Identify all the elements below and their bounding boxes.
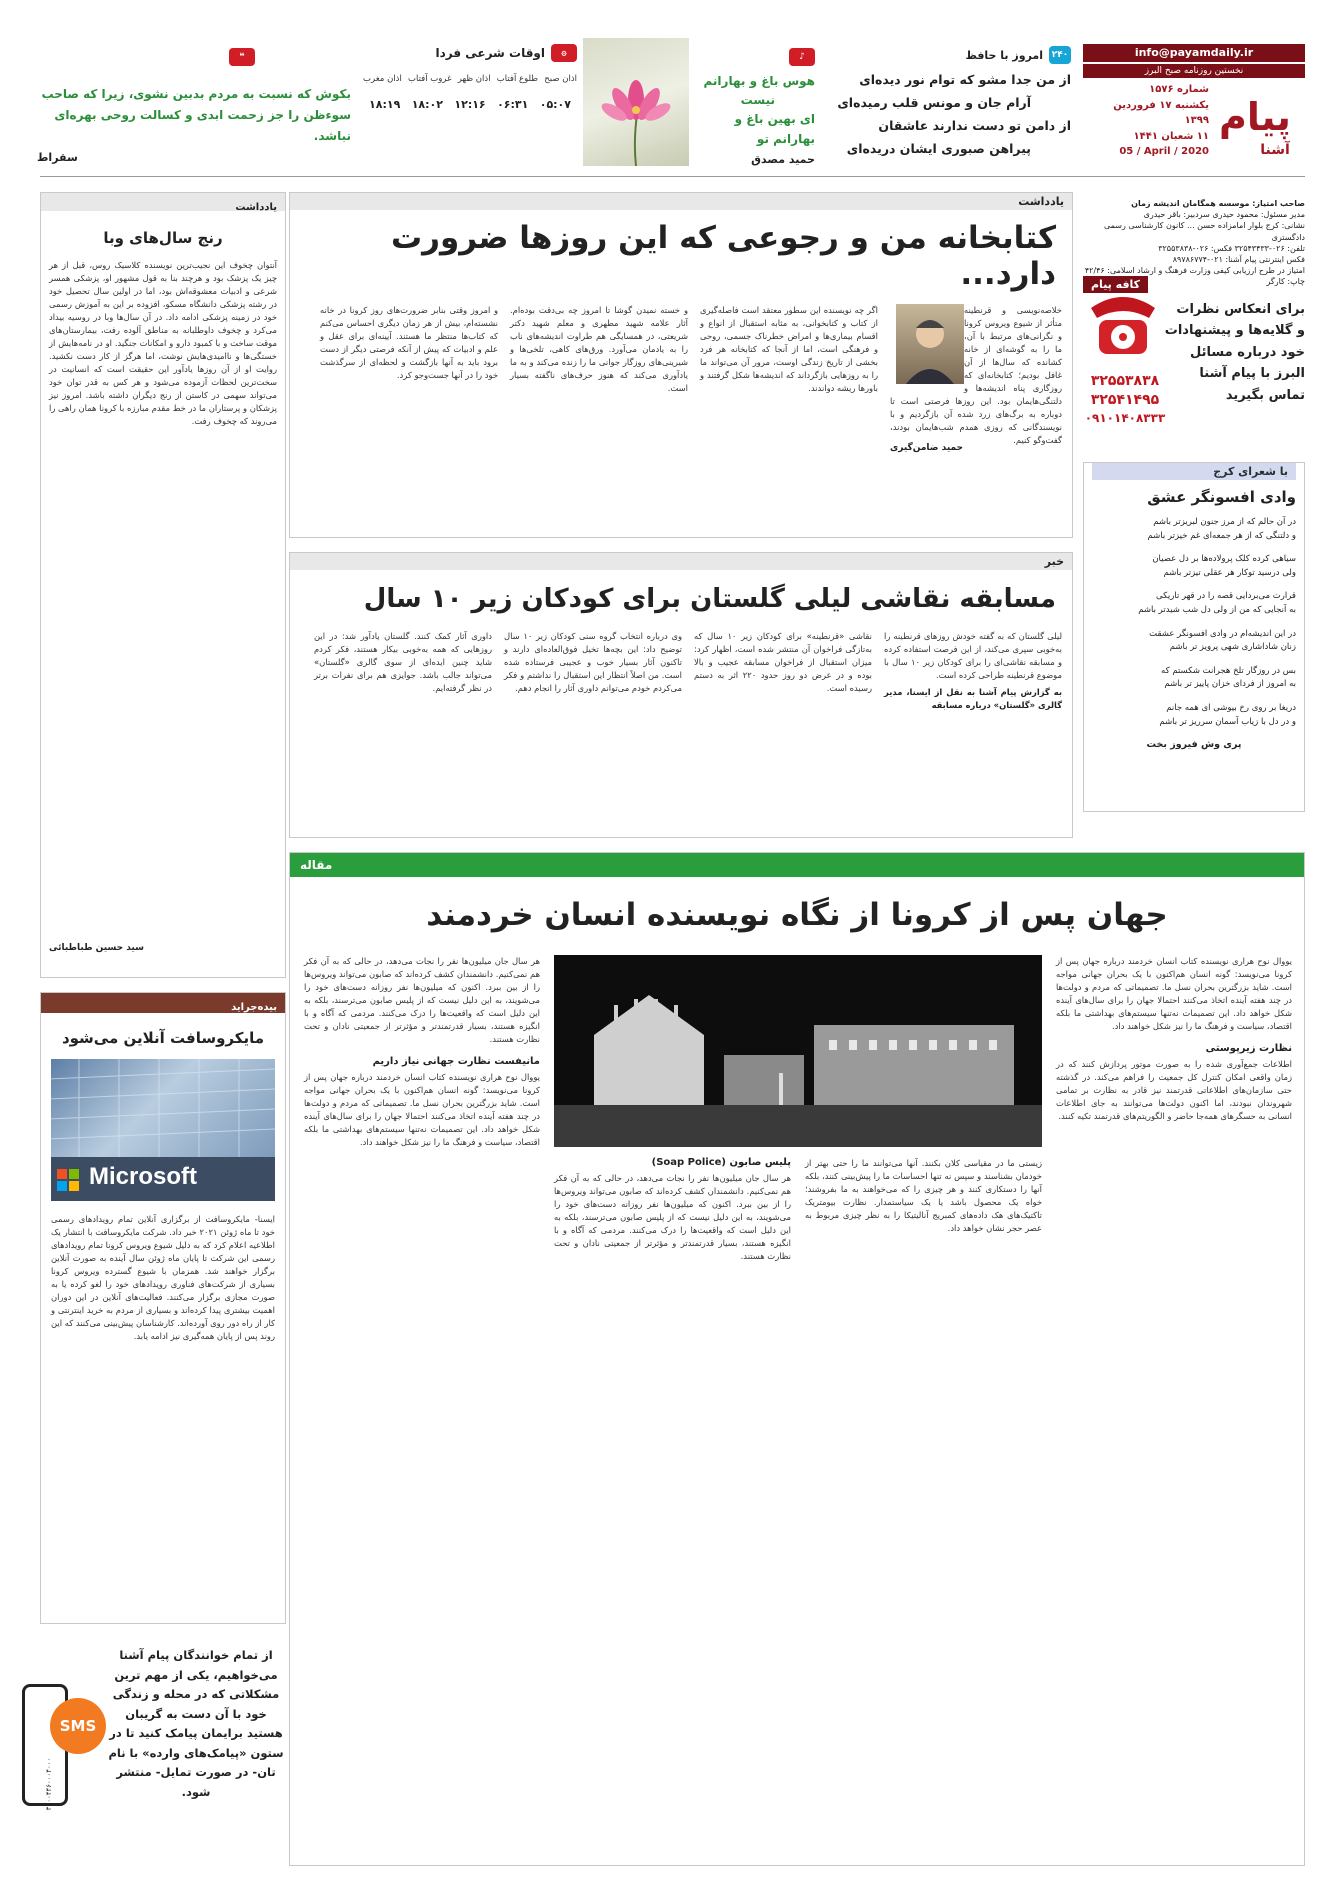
cafe-phone[interactable]: ۳۲۵۵۳۸۳۸: [1090, 373, 1160, 389]
hafez-box: [827, 44, 1075, 168]
couplet: در آن حالم که از مرز جنون لبریزتر باشم و دلتنگی که از هر جمعه‌ای غم خیزتر باشم: [1147, 517, 1296, 541]
hafez-badge: ۲۴۰: [1049, 46, 1071, 64]
credit-line: چاپ: کارگر: [1266, 277, 1305, 287]
article-tag: مقاله: [300, 858, 333, 872]
city-night-photo: [554, 955, 1042, 1147]
poem-line: نیست: [740, 93, 775, 108]
prayer-value: ۰۵:۰۷: [539, 98, 571, 111]
sidebar-note-title: رنج سال‌های وبا: [103, 229, 223, 247]
sidebar-note-tagbar: [41, 193, 285, 211]
credit-line: امتیاز در طرح ارزیابی کیفی وزارت فرهنگ و ارشاد اسلامی: ۴۲/۴۶: [1084, 266, 1305, 276]
poem-author: حمید مصدق: [751, 152, 815, 166]
prayer-header: اذان صبح: [544, 74, 577, 84]
microsoft-photo: [51, 1059, 275, 1201]
editorial-author: حمید ضامن‌گیری: [890, 443, 964, 454]
date-hijri: ۱۱ شعبان ۱۴۴۱: [1133, 130, 1209, 142]
quote-text-wrap: [37, 84, 351, 164]
editorial-column: اگر چه نویسنده این سطور معتقد است فاصله‌گیری از کتاب و کتابخوانی، به مثابه استقبال از انواع و اقسام بیماری‌ها و امراض خطرناک جسمی، روحی و فرهنگی است، اما از آنجا که کتابخانه هر فرد بخشی از تاریخ زندگی اوست، مرور آن می‌تواند ما را به روزهایی بازگرداند که اندیشه‌ها شکل گرفتند و باورها ریشه دواندند.: [700, 305, 878, 394]
date-gregorian: 05 / April / 2020: [1119, 146, 1209, 157]
poem-line: ای بهین باغ و بهارانم تو: [734, 112, 815, 146]
microsoft-text: ایسنا- مایکروسافت از برگزاری آنلاین تمام رویدادهای رسمی خود تا ماه ژوئن ۲۰۲۱ خبر داد. شرکت مایکروسافت با انتشار یک اطلاعیه اعلام کرد که به دلیل شیوع ویروس کرونا تمام رویدادهای رسمی این شرکت تا پایان ماه ژوئن سال آینده به صورت آنلاین برگزار خواهند شد. همزمان با شیوع گسترده ویروس کرونا بسیاری از شرکت‌های فناوری رویدادهای خود را لغو کرده یا به صورت مجازی برگزار می‌کنند. فعالیت‌های آنلاین در این دوران اهمیت بیشتری پیدا کرده‌اند و بسیاری از مردم به خرید اینترنتی و کار از راه دور روی آورده‌اند. کارشناسان پیش‌بینی می‌کنند که این روند پس از پایان همه‌گیری نیز ادامه یابد.: [51, 1214, 275, 1342]
cafe-phone[interactable]: ۳۲۵۴۱۴۹۵: [1090, 391, 1160, 408]
masthead-credits: [1083, 198, 1305, 288]
payam-logo-icon: [1209, 82, 1301, 162]
svg-text:آشنا: آشنا: [1260, 142, 1290, 158]
article-subhead: نظارت زیرپوستی: [1205, 1043, 1292, 1055]
sidebar-note: [40, 192, 286, 978]
article-column: زیستی ما در مقیاسی کلان بکنند. آنها می‌توانند ما را حتی بهتر از خودمان بشناسند و سپس نه تنها احساسات ما را پیش‌بینی کنند، بلکه آنها را دستکاری کنند و هر چیزی را که می‌خواهند به ما بفروشند؛ خواه یک محصول باشد یا یک سیاستمدار. نظارت بیومتریک تاکتیک‌های هک داده‌های کمبریج آنالیتیکا را به نظر چیزی مربوط به عصر حجر نشان خواهد داد.: [805, 1158, 1042, 1234]
microsoft-tagbar: [41, 993, 285, 1013]
article-column: هر سال جان میلیون‌ها نفر را نجات می‌دهد، در حالی که به آن فکر هم نمی‌کنیم. دانشمندان کشف کرده‌اند که صابون می‌تواند ویروس‌ها را از بین ببرد. اکنون که میلیون‌ها نفر روزانه دست‌های خود را می‌شویند، به این دلیل نیست که از پلیس صابون می‌ترسند، بلکه به این دلیل است که واقعیت‌ها را درک می‌کنند. مردمی که آگاه و با انگیزه هستند، بسیار قدرتمندتر و مؤثرتر از جمعیتی نادان و تحت نظارت هستند.: [304, 956, 540, 1045]
editorial-tag: یادداشت: [290, 193, 1072, 210]
cafe-line: و گلایه‌ها و پیشنهادات: [1164, 323, 1305, 339]
credit-line: صاحب امتیاز: موسسه همگامان اندیشه زمان: [1131, 199, 1305, 208]
cafe-phone[interactable]: ۰۹۱۰۱۴۰۸۳۳۳: [1084, 410, 1166, 425]
author-portrait-icon: [896, 304, 964, 384]
microsoft-tag: بیده‌جراید: [231, 1002, 277, 1013]
prayer-header: اذان مغرب: [363, 74, 402, 84]
credit-line: فکس اینترنتی پیام آشنا: ۰۲۱-۸۹۷۸۶۷۷۴: [1172, 254, 1305, 264]
masthead: [1083, 44, 1305, 192]
prayer-header: غروب آفتاب: [408, 74, 452, 84]
article-column-cont: اطلاعات جمع‌آوری شده را به صورت موتور پردازش کنند که در زمان واقعی امکان کنترل کل جمعیت را فراهم می‌کند. در گذشته حتی سازمان‌های اطلاعاتی قدرتمند نیز قادر به نظارت بر تمامی شهروندان نبودند، اما اکنون دولت‌ها می‌توانند به جای اطلاعات انسانی به حسگرهای همه‌جا حاضر و الگوریتم‌های قدرتمند تکیه کنند.: [1056, 1059, 1292, 1122]
sms-number[interactable]: ۳۰۰۰۴۴۶۰۰۰۴۰۰۰: [45, 1757, 53, 1811]
karaj-poems: [1083, 462, 1305, 812]
quote-text: بکوش که نسبت به مردم بدبین نشوی، زیرا که صاحب سوءظن را جز زحمت ابدی و کسالت روحی بهره‌ای نباشد.: [41, 87, 351, 143]
hafez-title: امروز با حافظ: [965, 48, 1043, 62]
prayer-value: ۱۸:۰۲: [411, 98, 443, 111]
prayer-times: [363, 44, 577, 168]
date-persian: یکشنبه ۱۷ فروردین ۱۳۹۹: [1113, 99, 1209, 126]
author-photo: [896, 304, 964, 384]
hafez-line: از دامن تو دست ندارند عاشقان: [878, 118, 1071, 134]
microsoft-logo-text: Microsoft: [89, 1163, 197, 1190]
masthead-logo: [1209, 82, 1301, 162]
cafe-phones: [1080, 372, 1170, 426]
article-column: یووال نوح هراری نویسنده کتاب انسان خردمند درباره جهان پس از کرونا می‌نویسد: گونه انسان هم‌اکنون با یک بحران جهانی مواجه است. شاید بزرگترین بحران نسل ما. تصمیماتی که مردم و دولت‌ها در چند هفته آینده اتخاذ می‌کنند احتمالا جهان را برای سال‌های آینده شکل خواهد داد. این تصمیمات نه‌تنها سیستم‌های بهداشتی ما بلکه اقتصاد، سیاست و فرهنگ ما را نیز شکل خواهند داد.: [1056, 956, 1292, 1032]
editorial-column: خلاصه‌نویسی و قرنطینه متأثر از شیوع ویروس کرونا و نگرانی‌های مرتبط با آن، ما را به گوشه‌ای از خانه کشانده که سال‌ها از آن غافل بودیم؛ کتابخانه‌ای که روزگاری پناه اندیشه‌ها و دلتنگی‌هایمان بود. این روزها فرصتی است تا دوباره به برگ‌های زرد شده آن بازگردیم و با نویسندگانی که روزی همدم شب‌هایمان بودند، گفت‌وگو کنیم.: [890, 305, 1062, 446]
news-column: وی درباره انتخاب گروه سنی کودکان زیر ۱۰ سال توضیح داد: این بچه‌ها تخیل فوق‌العاده‌ای دارند و تاکنون آثار بسیار خوب و عجیبی فرستاده شده است. من اصلاً انتظار این استقبال را نداشتم و فکر می‌کردم خودم می‌توانم داوری آثار را انجام دهم.: [504, 631, 682, 694]
prayer-value: ۰۶:۳۱: [497, 98, 529, 111]
news-tag: خبر: [290, 553, 1072, 570]
news-lead: به گزارش پیام آشنا به نقل از ایسنا، مدیر گالری «گلستان» درباره مسابقه: [884, 687, 1062, 711]
lotus-flower-icon: [583, 38, 689, 166]
telephone-icon: [1085, 290, 1161, 358]
microsoft-title: مایکروسافت آنلاین می‌شود: [61, 1029, 265, 1047]
article-box: [289, 852, 1305, 1866]
couplet: دریغا بر روی رخ بیوشی ای همه جانم و در دل با زیاب آسمان سرریز تر باشم: [1159, 702, 1296, 727]
prayer-value: ۱۸:۱۹: [369, 98, 401, 111]
poem-box: [695, 44, 815, 168]
milan-cathedral-icon: [554, 955, 1042, 1147]
cafe-line: تماس بگیرید: [1225, 387, 1305, 403]
header-divider: [40, 176, 1305, 177]
prayer-badge-icon: ۞: [551, 44, 577, 62]
article-tag-bar: [290, 853, 1304, 877]
hafez-line: از من جدا مشو که توام نور دیده‌ای: [859, 72, 1071, 87]
poem-line: هوس باغ و بهارانم: [703, 74, 815, 88]
news-column: نقاشی «قرنطینه» برای کودکان زیر ۱۰ سال که به‌تازگی فراخوان آن منتشر شده است، اظهار کرد: میزان استقبال از فراخوان مسابقه عجیب و بالا بوده و در عرض دو روز حدود ۲۲۰ اثر به دستم رسیده است.: [694, 631, 872, 694]
sidebar-note-text: آنتوان چخوف این نجیب‌ترین نویسنده کلاسیک روس، قبل از هر چیز یک پزشک بود و هرچند بنا به قول مشهور او، پزشکی همسر شرعی و ادبیات معشوقه‌اش بود، اما در اولین سال تحصیل خود در رشته پزشکی دانشگاه مسکو، افزوده بر این به آموزش رسمی خود در زمینه پزشکی ادامه داد. در آن سال‌ها وبا در روسیه بیداد می‌کرد و چخوف داوطلبانه به مناطق آلوده رفت، بیمارستان‌های موقت ساخت و با کمبود دارو و امکانات جنگید. او در نامه‌هایش از خستگی‌ها و ناامیدی‌هایش نوشت، اما هرگز از کار دست نکشید. روایت او از آن روزها یادآور این حقیقت است که انسانیت در سخت‌ترین لحظات آزموده می‌شود و هر کس به قدر توان خود می‌تواند سهمی در کاستن از رنج دیگران داشته باشد. امروز نیز پزشکان و پرستاران ما در خط مقدم مبارزه با کرونا همان راهی را می‌روند که چخوف رفت.: [49, 260, 277, 427]
sidebar-note-author: سید حسین طباطبائی: [49, 943, 144, 953]
news-title: مسابقه نقاشی لیلی گلستان برای کودکان زیر ۱۰ سال: [363, 584, 1056, 614]
editorial-column: و خسته نمیدن گوشا تا امروز چه بی‌دقت بوده‌ام. آثار علامه شهید مطهری و معلم شهید دکتر شریعتی، در همسایگی هم طراوت اندیشه‌های ناب را به یادمان می‌آورد. ورق‌های کاهی، تلخی‌ها و شیرینی‌های روزگار جوانی ما را زنده می‌کند و به ما یادآوری می‌کند که هنوز حرف‌های ناگفته بسیار است.: [510, 305, 688, 394]
prayer-title: اوقات شرعی فردا: [435, 46, 545, 60]
credit-line: نشانی: کرج بلوار امامزاده حسن ... کانون کارشناسی رسمی دادگستری: [1103, 221, 1305, 242]
couplet: سیاهی کرده کلک پرولاده‌ها بر دل عصیان ولی درسید توکار هر عقلی تیزتر باشم: [1152, 554, 1296, 578]
sms-block: [22, 1640, 286, 1866]
karaj-author: پری وش فیروز بخت: [1146, 739, 1242, 751]
karaj-title: وادی افسونگر عشق: [1147, 488, 1296, 506]
editorial-title: کتابخانه من و رجوعی که این روزها ضرورت دارد...: [390, 220, 1056, 292]
article-subhead: پلیس صابون (Soap Police): [651, 1157, 791, 1168]
poem-badge-icon: ♪: [789, 48, 815, 66]
cafe-line: برای انعکاس نظرات: [1176, 302, 1305, 317]
sidebar-note-tag: یادداشت: [235, 202, 277, 213]
karaj-tab: با شعرای کرج: [1092, 463, 1296, 480]
article-subhead: مانیفست نظارت جهانی نیاز داریم: [372, 1056, 540, 1068]
hafez-line: آرام جان و مونس قلب رمیده‌ای: [837, 95, 1031, 111]
credit-line: مدیر مسئول: محمود حیدری سردبیر: باقر حیدری: [1143, 210, 1305, 220]
masthead-tagline: نخستین روزنامه صبح البرز: [1083, 64, 1305, 78]
sms-badge: SMS: [50, 1698, 106, 1754]
editorial-column: و امروز وقتی بنابر ضرورت‌های روز کرونا در خانه نشسته‌ام، بیش از هر زمان دیگری احساس می‌کنم که کتاب‌ها منتظر ما هستند. آیینه‌ای برای عقل و علم و ادبیات که پیش از آنکه فرصتی دیگر از دست برود باید به آنها بازگشت و لحظه‌ای از سرگذشت خود را در آنها جست‌وجو کرد.: [320, 305, 498, 381]
prayer-header: طلوع آفتاب: [496, 74, 539, 84]
article-column-cont: یووال نوح هراری نویسنده کتاب انسان خردمند درباره جهان پس از کرونا می‌نویسد: گونه انسان هم‌اکنون با یک بحران جهانی مواجه است. شاید بزرگترین بحران نسل ما. تصمیماتی که مردم و دولت‌ها در چند هفته آینده اتخاذ می‌کنند احتمالا جهان را برای سال‌های آینده شکل خواهد داد. این تصمیمات نه‌تنها سیستم‌های بهداشتی ما بلکه اقتصاد، سیاست و فرهنگ ما را نیز شکل خواهند داد.: [304, 1072, 540, 1148]
news-box: [289, 552, 1073, 838]
microsoft-box: [40, 992, 286, 1624]
prayer-value: ۱۲:۱۶: [454, 98, 486, 111]
news-column: لیلی گلستان که به گفته خودش روزهای قرنطینه را به‌خوبی سپری می‌کند، از این فرصت استفاده کرده و مسابقه نقاشی‌ای را برای کودکان زیر ۱۰ سال با موضوع قرنطینه طراحی کرده است.: [884, 631, 1062, 681]
credit-line: تلفن: ۰۲۶-۳۲۵۴۳۴۳۳ فکس: ۰۲۶-۳۲۵۵۳۸۳۸: [1158, 243, 1305, 253]
svg-text:پیام: پیام: [1219, 95, 1291, 139]
hafez-line: پیراهن صبوری ایشان دریده‌ای: [846, 141, 1031, 157]
quote-author: سقراط: [37, 151, 78, 164]
couplet: بس در روزگار تلخ هجرانت شکستم که به امروز از فردای خزان پاییز تر باشم: [1161, 665, 1296, 690]
sms-text: از تمام خوانندگان پیام آشنا می‌خواهیم، یکی از مهم ترین مشکلاتی که در محله و زندگی خود با آن دست به گریبان هستید برایمان پیامک کنید تا در ستون «پیامک‌های وارده» با نام تان- در صورت تمایل- منتشر شود.: [108, 1648, 284, 1799]
cafe-line: خود درباره مسائل: [1190, 344, 1305, 360]
issue-number: شماره ۱۵۷۶: [1149, 84, 1209, 95]
news-column: داوری آثار کمک کنند. گلستان یادآور شد: در این روزهایی که همه به‌خوبی بیکار هستند، فکر کردم شاید چنین ایده‌ای از سوی گالری «گلستان» می‌تواند جالب باشد. جوایزی هم برای نفرات برتر در نظر گرفته‌ایم.: [314, 631, 492, 694]
couplet: قرارت می‌بردایی قصه را در قهر تاریکی به آنجایی که من از ولی دل شب شیدتر باشم: [1138, 591, 1296, 615]
prayer-header: اذان ظهر: [457, 74, 491, 84]
editorial-box: [289, 192, 1073, 538]
cafe-tab: کافه پیام: [1083, 276, 1148, 293]
article-title: جهان پس از کرونا از نگاه نویسنده انسان خردمند: [426, 897, 1168, 933]
couplet: در این اندیشه‌ام در وادی افسونگر عشقت زنان شاداشاری شهی پرویز تر باشم: [1149, 628, 1296, 653]
article-column: هر سال جان میلیون‌ها نفر را نجات می‌دهد، در حالی که به آن فکر هم نمی‌کنیم. دانشمندان کشف کرده‌اند که صابون می‌تواند ویروس‌ها را از بین ببرد. اکنون که میلیون‌ها نفر روزانه دست‌های خود را می‌شویند، به این دلیل نیست که از پلیس صابون می‌ترسند، بلکه به این دلیل است که واقعیت‌ها را درک می‌کنند. مردمی که آگاه و با انگیزه هستند، بسیار قدرتمندتر و مؤثرتر از جمعیتی نادان و تحت نظارت هستند.: [554, 1173, 791, 1262]
quote-badge-icon: ❝: [229, 48, 255, 66]
masthead-email[interactable]: info@payamdaily.ir: [1083, 44, 1305, 62]
cafe-line: البرز با پیام آشنا: [1199, 366, 1305, 382]
flower-image: [583, 38, 689, 166]
